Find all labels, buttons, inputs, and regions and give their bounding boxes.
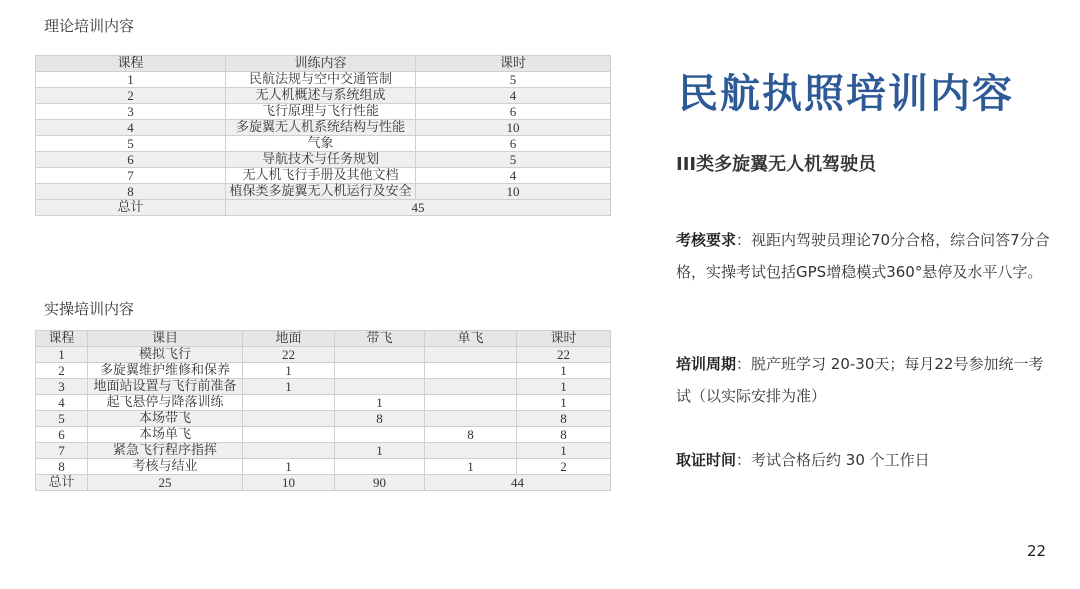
cell: 导航技术与任务规划 — [226, 152, 416, 168]
table-row — [36, 459, 611, 475]
cell — [335, 379, 425, 395]
table-row — [36, 120, 611, 136]
cell — [335, 459, 425, 475]
header-cell: 单飞 — [425, 331, 517, 347]
cell: 4 — [36, 395, 88, 411]
table-row — [36, 427, 611, 443]
table-header-row — [36, 331, 611, 347]
total-value: 44 — [425, 475, 611, 491]
theory-table — [35, 55, 611, 216]
cell — [425, 379, 517, 395]
cell: 本场单飞 — [88, 427, 243, 443]
cell: 民航法规与空中交通管制 — [226, 72, 416, 88]
table-row — [36, 347, 611, 363]
cell: 多旋翼无人机系统结构与性能 — [226, 120, 416, 136]
cell: 1 — [517, 363, 611, 379]
cell: 考核与结业 — [88, 459, 243, 475]
practice-table — [35, 330, 611, 491]
table-row — [36, 136, 611, 152]
table-row — [36, 395, 611, 411]
cell: 无人机概述与系统组成 — [226, 88, 416, 104]
total-value: 45 — [226, 200, 611, 216]
cell: 4 — [416, 88, 611, 104]
cell: 1 — [517, 379, 611, 395]
table-total-row — [36, 200, 611, 216]
table-row — [36, 104, 611, 120]
table-row — [36, 411, 611, 427]
table-row — [36, 88, 611, 104]
cell: 1 — [36, 72, 226, 88]
table-total-row — [36, 475, 611, 491]
cell: 22 — [243, 347, 335, 363]
page-title: 民航执照培训内容 — [678, 71, 1014, 117]
cell: 植保类多旋翼无人机运行及安全 — [226, 184, 416, 200]
cell: 8 — [36, 459, 88, 475]
total-label: 总计 — [36, 200, 226, 216]
table-row — [36, 379, 611, 395]
table-row — [36, 363, 611, 379]
cell: 无人机飞行手册及其他文档 — [226, 168, 416, 184]
exam-requirements-paragraph — [676, 224, 1051, 288]
cell: 2 — [36, 88, 226, 104]
cell: 多旋翼维护维修和保养 — [88, 363, 243, 379]
table-row — [36, 168, 611, 184]
cell: 10 — [416, 120, 611, 136]
cell: 6 — [416, 136, 611, 152]
cell: 1 — [517, 395, 611, 411]
cell: 8 — [517, 411, 611, 427]
table-row — [36, 152, 611, 168]
header-cell: 课程 — [36, 331, 88, 347]
cell: 3 — [36, 379, 88, 395]
cell: 8 — [517, 427, 611, 443]
cell — [425, 411, 517, 427]
cell: 紧急飞行程序指挥 — [88, 443, 243, 459]
cell — [425, 443, 517, 459]
cell: 1 — [517, 443, 611, 459]
header-cell: 训练内容 — [226, 56, 416, 72]
cell: 10 — [416, 184, 611, 200]
cell — [335, 347, 425, 363]
cell: 8 — [335, 411, 425, 427]
header-cell: 地面 — [243, 331, 335, 347]
table-row — [36, 184, 611, 200]
cell: 6 — [416, 104, 611, 120]
cell: 2 — [36, 363, 88, 379]
cell: 1 — [425, 459, 517, 475]
cell: 5 — [416, 152, 611, 168]
training-period-paragraph — [676, 348, 1051, 412]
cell: 1 — [243, 459, 335, 475]
cell: 6 — [36, 152, 226, 168]
cell: 3 — [36, 104, 226, 120]
cell: 22 — [517, 347, 611, 363]
exam-requirements-text: ：视距内驾驶员理论70分合格，综合问答7分合格，实操考试包括GPS增稳模式360°悬停及水平八字。 — [676, 231, 1050, 281]
cell: 8 — [425, 427, 517, 443]
total-value: 10 — [243, 475, 335, 491]
table-header-row — [36, 56, 611, 72]
header-cell: 带飞 — [335, 331, 425, 347]
cell — [243, 443, 335, 459]
page-subtitle: III类多旋翼无人机驾驶员 — [676, 154, 877, 175]
certification-time-paragraph — [676, 444, 1051, 476]
table-row — [36, 443, 611, 459]
training-period-text: ：脱产班学习 20-30天；每月22号参加统一考试（以实际安排为准） — [676, 355, 1044, 405]
header-cell: 课程 — [36, 56, 226, 72]
cell: 8 — [36, 184, 226, 200]
cell: 模拟飞行 — [88, 347, 243, 363]
cell: 4 — [416, 168, 611, 184]
cell: 1 — [243, 379, 335, 395]
cell: 2 — [517, 459, 611, 475]
cell: 1 — [335, 395, 425, 411]
cell: 4 — [36, 120, 226, 136]
cell — [425, 395, 517, 411]
cell: 5 — [36, 411, 88, 427]
cell — [335, 427, 425, 443]
training-period-label: 培训周期 — [676, 355, 737, 373]
cell — [243, 411, 335, 427]
header-cell: 课时 — [416, 56, 611, 72]
cell: 7 — [36, 443, 88, 459]
total-value: 90 — [335, 475, 425, 491]
cell: 6 — [36, 427, 88, 443]
cell: 1 — [335, 443, 425, 459]
header-cell: 课目 — [88, 331, 243, 347]
cell — [335, 363, 425, 379]
table-row — [36, 72, 611, 88]
cell: 1 — [36, 347, 88, 363]
total-label: 总计 — [36, 475, 88, 491]
cell: 起飞悬停与降落训练 — [88, 395, 243, 411]
cell: 飞行原理与飞行性能 — [226, 104, 416, 120]
cell — [243, 395, 335, 411]
total-value: 25 — [88, 475, 243, 491]
exam-requirements-label: 考核要求 — [676, 231, 737, 249]
cell: 地面站设置与飞行前准备 — [88, 379, 243, 395]
cell — [243, 427, 335, 443]
practice-section-title: 实操培训内容 — [44, 300, 135, 318]
page-number: 22 — [1027, 542, 1047, 560]
cell: 本场带飞 — [88, 411, 243, 427]
cell — [425, 363, 517, 379]
header-cell: 课时 — [517, 331, 611, 347]
cell: 5 — [36, 136, 226, 152]
certification-time-text: ：考试合格后约 30 个工作日 — [736, 451, 930, 469]
theory-section-title: 理论培训内容 — [44, 17, 135, 35]
cell: 7 — [36, 168, 226, 184]
cell — [425, 347, 517, 363]
cell: 气象 — [226, 136, 416, 152]
cell: 1 — [243, 363, 335, 379]
certification-time-label: 取证时间 — [676, 451, 737, 469]
cell: 5 — [416, 72, 611, 88]
